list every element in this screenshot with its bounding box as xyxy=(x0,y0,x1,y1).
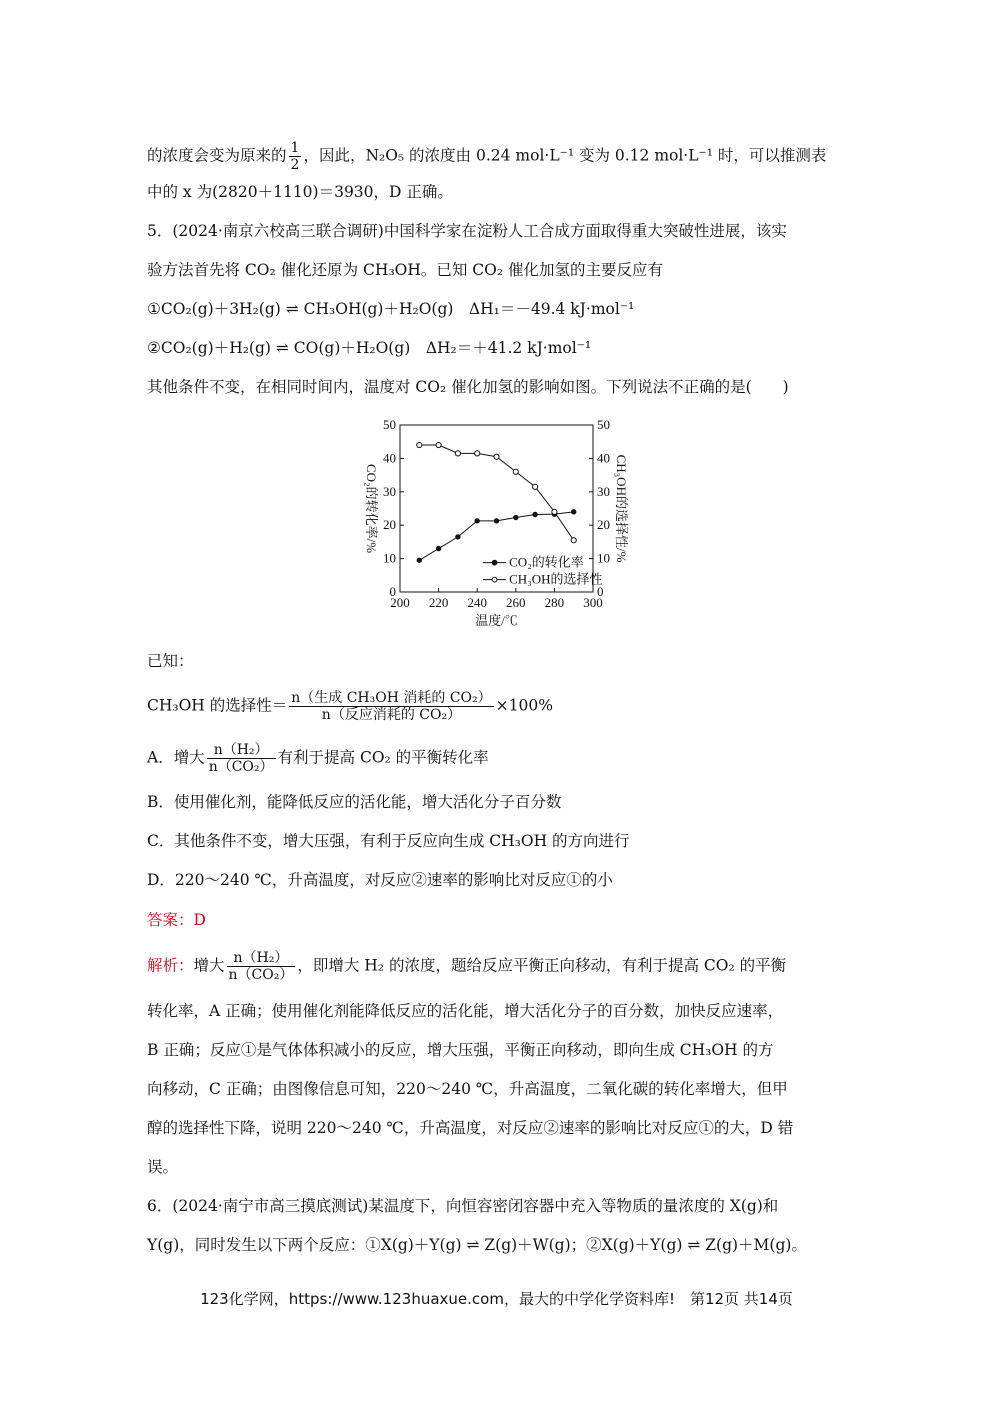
legend-label: CH₃OH的选择性 xyxy=(509,571,603,587)
reaction-1: ①CO₂(g)＋3H₂(g) ⇌ CH₃OH(g)＋H₂O(g) ΔH₁＝－49.4 kJ·mol⁻¹ xyxy=(147,300,635,318)
data-point xyxy=(417,558,421,562)
text-span: 增大 xyxy=(193,956,225,975)
x-tick-label: 200 xyxy=(390,595,410,610)
text-span: ，即增大 H₂ 的浓度，题给反应平衡正向移动，有利于提高 CO₂ 的平衡 xyxy=(297,956,787,975)
x-axis-label: 温度/℃ xyxy=(475,613,518,628)
y-axis-label-right: CH₃OH的选择性/% xyxy=(614,454,629,563)
y-tick-label-right: 40 xyxy=(597,450,610,466)
option-d: D．220～240 ℃，升高温度，对反应②速率的影响比对反应①的小 xyxy=(147,871,613,889)
selectivity-definition xyxy=(147,690,553,723)
legend-marker xyxy=(492,560,497,565)
text-span: 有利于提高 CO₂ 的平衡转化率 xyxy=(277,748,489,767)
option-a xyxy=(147,742,489,775)
data-point xyxy=(513,469,518,474)
legend-marker xyxy=(492,577,497,582)
data-point xyxy=(572,510,576,514)
fraction-numerator: n（H₂） xyxy=(207,742,276,759)
y-tick-label-left: 50 xyxy=(383,417,396,432)
text-span: CH₃OH 的选择性＝ xyxy=(147,696,288,715)
y-tick-label-right: 20 xyxy=(597,517,610,533)
explanation-label: 解析： xyxy=(147,956,194,975)
y-tick-label-right: 50 xyxy=(597,417,610,432)
data-point xyxy=(417,442,422,447)
option-b: B．使用催化剂，能降低反应的活化能，增大活化分子百分数 xyxy=(147,793,562,811)
page-footer: 123化学网，https://www.123huaxue.com，最大的中学化学资料库! 第12页 共14页 xyxy=(200,1290,793,1308)
text-span: 的浓度会变为原来的 xyxy=(147,146,287,165)
fraction-numerator: 1 xyxy=(290,140,300,156)
y-tick-label-left: 40 xyxy=(383,450,396,466)
reaction-2: ②CO₂(g)＋H₂(g) ⇌ CO(g)＋H₂O(g) ΔH₂＝＋41.2 kJ·mol⁻¹ xyxy=(147,339,592,357)
x-tick-label: 280 xyxy=(544,595,565,610)
ratio-fraction xyxy=(207,742,276,775)
explanation-line-4: 向移动，C 正确；由图像信息可知，220～240 ℃，升高温度，二氧化碳的转化率增大，但甲 xyxy=(147,1080,788,1098)
y-tick-label-left: 0 xyxy=(389,584,396,599)
y-tick-label-left: 30 xyxy=(383,483,396,499)
fraction-denominator: n（CO₂） xyxy=(228,967,294,983)
ratio-fraction xyxy=(227,950,296,983)
explanation-line-3: B 正确；反应①是气体体积减小的反应，增大压强，平衡正向移动，即向生成 CH₃OH 的方 xyxy=(147,1041,774,1059)
data-point xyxy=(475,519,479,523)
y-tick-label-left: 20 xyxy=(383,517,396,533)
explanation-line-1 xyxy=(147,950,786,983)
y-tick-label-right: 30 xyxy=(597,483,610,499)
legend-label: CO₂的转化率 xyxy=(509,554,584,570)
y-tick-label-right: 10 xyxy=(597,550,610,566)
question-5-line-2: 验方法首先将 CO₂ 催化还原为 CH₃OH。已知 CO₂ 催化加氢的主要反应有 xyxy=(147,261,664,279)
x-tick-label: 220 xyxy=(428,595,449,610)
data-point xyxy=(436,546,440,550)
answer: 答案：D xyxy=(147,911,206,929)
y-tick-label-right: 0 xyxy=(597,584,604,599)
question-6-line-1: 6．(2024·南宁市高三摸底测试)某温度下，向恒容密闭容器中充入等物质的量浓度的 X(g)和 xyxy=(147,1197,779,1215)
fraction-numerator: n（H₂） xyxy=(227,950,296,967)
fraction-denominator: n（CO₂） xyxy=(208,759,274,775)
line-chart xyxy=(345,410,645,635)
text-span: ，因此，N₂O₅ 的浓度由 0.24 mol·L⁻¹ 变为 0.12 mol·L⁻¹ 时，可以推测表 xyxy=(303,146,827,165)
x-tick-label: 240 xyxy=(467,595,487,610)
option-c: C．其他条件不变，增大压强，有利于反应向生成 CH₃OH 的方向进行 xyxy=(147,832,630,850)
x-tick-label: 260 xyxy=(506,595,526,610)
fraction-denominator: n（反应消耗的 CO₂） xyxy=(321,707,462,723)
fraction-denominator: 2 xyxy=(290,157,300,173)
data-point xyxy=(514,515,518,519)
data-point xyxy=(455,451,460,456)
question-6-line-2: Y(g)，同时发生以下两个反应：①X(g)＋Y(g) ⇌ Z(g)＋W(g)；②X(g)＋Y(g) ⇌ Z(g)＋M(g)。 xyxy=(147,1236,807,1254)
explanation-line-2: 转化率，A 正确；使用催化剂能降低反应的活化能，增大活化分子的百分数，加快反应速率， xyxy=(147,1002,784,1020)
question-5-line-1: 5．(2024·南京六校高三联合调研)中国科学家在淀粉人工合成方面取得重大突破性进展，该实 xyxy=(147,222,787,240)
data-point xyxy=(475,451,480,456)
fraction-numerator: n（生成 CH₃OH 消耗的 CO₂） xyxy=(291,690,492,706)
explanation-line-5: 醇的选择性下降，说明 220～240 ℃，升高温度，对反应②速率的影响比对反应①的大，D 错 xyxy=(147,1119,794,1137)
data-point xyxy=(533,484,538,489)
explanation-line-6: 误。 xyxy=(147,1158,179,1176)
x-tick-label: 300 xyxy=(583,595,603,610)
data-point xyxy=(552,509,557,514)
text-line-2: 中的 x 为(2820＋1110)＝3930，D 正确。 xyxy=(147,183,453,201)
data-point xyxy=(494,519,498,523)
data-point xyxy=(436,442,441,447)
data-point xyxy=(533,512,537,516)
selectivity-fraction xyxy=(289,690,493,723)
text-line-1 xyxy=(147,140,826,173)
data-point xyxy=(494,454,499,459)
known-label: 已知： xyxy=(147,652,194,670)
y-axis-label-left: CO₂的转化率/% xyxy=(364,463,379,554)
data-point xyxy=(571,538,576,543)
question-5-line-3: 其他条件不变，在相同时间内，温度对 CO₂ 催化加氢的影响如图。下列说法不正确的是( ) xyxy=(147,378,789,396)
fraction-one-half xyxy=(289,140,302,173)
y-tick-label-left: 10 xyxy=(383,550,396,566)
text-span: A．增大 xyxy=(147,748,205,767)
text-span: ×100% xyxy=(495,696,553,715)
data-point xyxy=(456,535,460,539)
